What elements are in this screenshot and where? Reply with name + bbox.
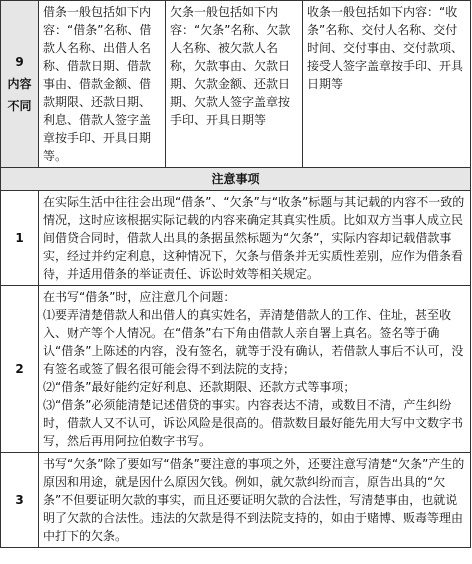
note-3-number: 3 <box>1 453 39 548</box>
note-3-text <box>39 453 471 548</box>
note-2-para-4: ⑶“借条”必须能清楚记述借贷的事实。内容表达不清，或数目不清，产生纠纷时，借款人又不认可，诉讼风险是很高的。借款数目最好能先用大写中文数字书写，然后再用阿拉伯数字书写。 <box>43 398 464 448</box>
jietiao-content-cell: 借条一般包括如下内容：“借条”名称、借款人名称、出借人名称、借款日期、借款事由、借款金额、借款期限、还款日期、利息、借款人签字盖章按手印、开具日期等。 <box>39 1 166 168</box>
note-2-number: 2 <box>1 286 39 453</box>
row-9-label-line3: 不同 <box>7 99 32 113</box>
note-1-number: 1 <box>1 191 39 286</box>
row-9-label <box>1 1 39 168</box>
note-3-para-1: 书写“欠条”除了要如写“借条”要注意的事项之外，还要注意写清楚“欠条”产生的原因和用途，就是因什么原因欠钱。例如，就欠款纠纷而言，原告出具的“欠条”不但要证明欠款的事实，而且还要证明欠款的合法性，写清楚事由，也就说明了欠款的合法性。违法的欠款是得不到法院支持的，如由于赌博、贩毒等理由中打下的欠条。 <box>43 457 465 543</box>
note-2-para-2: ⑴要弄清楚借款人和出借人的真实姓名，弄清楚借款人的工作、住址，甚至收入、财产等个人情况。在“借条”右下角由借款人亲自署上真名。签名等于确认“借条”上陈述的内容，没有签名，就等于没有确认，若借款人事后不认可，没有签名或签了假名很可能会得不到法院的支持； <box>43 308 464 376</box>
note-row-2 <box>1 286 471 453</box>
note-1-text <box>39 191 471 286</box>
note-2-para-1: 在书写“借条”时，应注意几个问题： <box>43 290 236 304</box>
row-9-content-difference <box>1 1 471 168</box>
row-9-number: 9 <box>15 55 24 69</box>
row-9-label-line2: 内容 <box>7 77 32 91</box>
note-2-text <box>39 286 471 453</box>
shoutiao-content-cell: 收条一般包括如下内容：“收条”名称、交付人名称、交付时间、交付事由、交付款项、接受人签字盖章按手印、开具日期等 <box>303 1 471 168</box>
section-title: 注意事项 <box>1 168 471 191</box>
note-row-3 <box>1 453 471 548</box>
section-header-row <box>1 168 471 191</box>
note-2-para-3: ⑵“借条”最好能约定好利息、还款期限、还款方式等事项； <box>43 380 356 394</box>
note-row-1 <box>1 191 471 286</box>
qiantiao-content-cell: 欠条一般包括如下内容：“欠条”名称、欠款人名称、被欠款人名称，欠款事由、欠款日期、欠款金额、还款日期、欠款人签字盖章按手印、开具日期等 <box>166 1 303 168</box>
note-1-para-1: 在实际生活中往往会出现“借条”、“欠条”与“收条”标题与其记载的内容不一致的情况，这时应该根据实际记载的内容来确定其真实性质。比如双方当事人成立民间借贷合同时，借款人出具的条据虽然标题为“欠条”，实际内容却记载借款事实，经过并约定利息，这种情况下，欠条与借条并无实质性差别，应作为借条看待，并适用借条的举证责任、诉讼时效等相关规定。 <box>43 195 465 281</box>
